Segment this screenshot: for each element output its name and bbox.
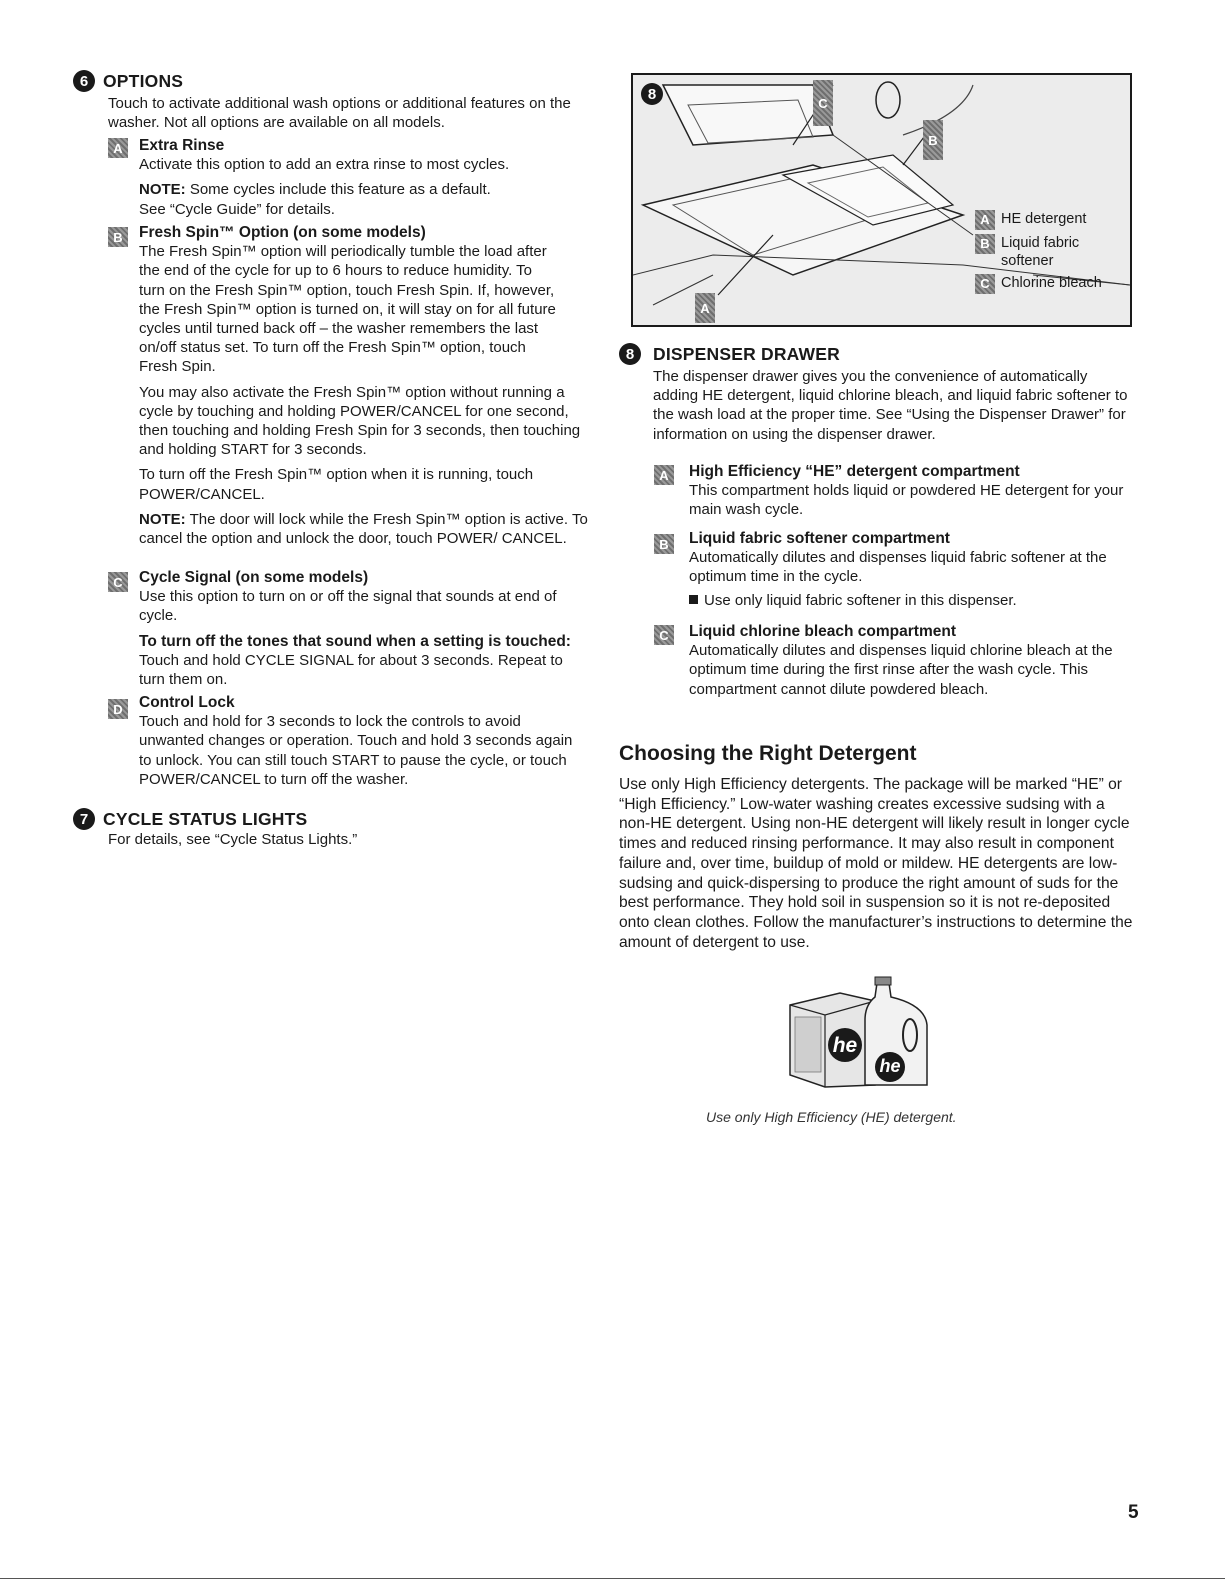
detergent-title: Choosing the Right Detergent [619,742,917,765]
he-logo-text: he [832,1034,858,1057]
figure-legend [975,210,1115,294]
option-d-marker: D [108,699,128,719]
option-d-body: Touch and hold for 3 seconds to lock the controls to avoid unwanted changes or operation. Touch and hold 3 seconds again to unlock. You can still touch START to pause the cycle, or touch POWER/CANCEL to turn off the washer. [139,713,573,788]
dispenser-c-title: Liquid chlorine bleach compartment [689,623,956,640]
option-d-block [139,693,584,789]
note-text: Some cycles include this feature as a default. See “Cycle Guide” for details. [139,181,491,218]
figure-number-badge: 8 [641,83,663,105]
detergent-body: Use only High Efficiency detergents. The package will be marked “HE” or “High Efficiency.” Low-water washing creates excessive sudsing with a non-HE detergent. Using non-HE detergent will likely result in longer cycle times and reduced rinsing performance. It may also result in component failure and, over time, buildup of mold or mildew. HE detergents are low-sudsing and quick-dispersing to produce the right amount of suds for the best performance. They hold soil in suspension so it is not re-deposited onto clean clothes. Follow the manufacturer’s instructions to determine the amount of detergent to use. [619,776,1133,951]
dispenser-b-marker: B [654,534,674,554]
option-b-p2: You may also activate the Fresh Spin™ option without running a cycle by touching and holding POWER/CANCEL for one second, then touching and holding Fresh Spin for 3 seconds, then touching and holding START for 3 seconds. [139,383,581,459]
dispenser-a-body: This compartment holds liquid or powdered HE detergent for your main wash cycle. [689,482,1124,519]
legend-marker: C [975,274,995,294]
option-b-title: Fresh Spin™ Option (on some models) [139,224,426,241]
option-a-marker: A [108,138,128,158]
option-a-note [139,180,519,218]
option-a-title: Extra Rinse [139,137,225,154]
legend-text: Chlorine bleach [1001,275,1102,291]
option-c-sub-title: To turn off the tones that sound when a setting is touched: [139,632,571,650]
dispenser-b-block [689,529,1124,610]
dispenser-title: DISPENSER DRAWER [653,343,840,364]
option-c-sub-body: Touch and hold CYCLE SIGNAL for about 3 seconds. Repeat to turn them on. [139,651,563,689]
dispenser-body: The dispenser drawer gives you the convenience of automatically adding HE detergent, liquid chlorine bleach, and liquid fabric softener to the wash load at the proper time. See “Using the Dispenser Drawer” for information on using the dispenser drawer. [653,368,1128,443]
status-title: CYCLE STATUS LIGHTS [103,808,308,829]
legend-text: HE detergent [1001,211,1087,227]
option-a-block [139,136,594,219]
legend-marker: B [975,234,995,254]
section-number-badge: 7 [73,808,95,830]
option-a-body: Activate this option to add an extra rinse to most cycles. [139,156,510,174]
status-heading [73,808,307,830]
dispenser-c-body: Automatically dilutes and dispenses liquid chlorine bleach at the optimum time during the first rinse after the wash cycle. This compartment cannot dilute powdered bleach. [689,642,1113,698]
option-b-marker: B [108,227,128,247]
dispenser-c-block [689,622,1129,699]
detergent-caption: Use only High Efficiency (HE) detergent. [706,1109,957,1125]
section-number-badge: 6 [73,70,95,92]
options-heading [73,70,183,92]
options-intro: Touch to activate additional wash options or additional features on the washer. Not all options are available on all models. [108,95,571,132]
he-logo-text: he [879,1056,901,1076]
option-d-title: Control Lock [139,694,235,711]
dispenser-b-title: Liquid fabric softener compartment [689,530,950,547]
option-c-marker: C [108,572,128,592]
bottom-rule [0,1578,1225,1579]
bullet-text: Use only liquid fabric softener in this dispenser. [704,591,1017,609]
options-title: OPTIONS [103,70,184,91]
callout-c-marker: C [813,80,833,126]
dispenser-b-bullet [689,591,1124,610]
option-c-body: Use this option to turn on or off the signal that sounds at end of cycle. [139,588,557,625]
dispenser-a-block [689,462,1134,520]
callout-b-marker: B [923,120,943,160]
option-b-block [139,223,588,548]
callout-a-marker: A [695,293,715,323]
dispenser-a-title: High Efficiency “HE” detergent compartment [689,463,1020,480]
section-number-badge: 8 [619,343,641,365]
option-b-p3: To turn off the Fresh Spin™ option when it is running, touch POWER/CANCEL. [139,466,534,503]
dispenser-a-marker: A [654,465,674,485]
legend-item-a [975,210,1115,230]
dispenser-heading [619,343,840,365]
legend-text: Liquid fabric softener [1001,235,1080,269]
he-detergent-illustration [785,975,935,1090]
note-label: NOTE: [139,181,186,199]
option-b-p1: The Fresh Spin™ option will periodically tumble the load after the end of the cycle for up to 6 hours to reduce humidity. To turn on the Fresh Spin™ option, touch Fresh Spin. If, however, the Fresh Spin™ option is turned on, it will stay on for all future cycles until turned back off – the washer remembers the last on/off status set. To turn off the Fresh Spin™ option, touch Fresh Spin. [139,243,556,376]
option-c-block [139,568,589,689]
note-label: NOTE: [139,510,186,528]
legend-item-b [975,234,1115,270]
bullet-icon [689,595,698,604]
dispenser-b-body: Automatically dilutes and dispenses liquid fabric softener at the optimum time in the cycle. [689,549,1107,586]
option-b-note [139,510,599,548]
dispenser-c-marker: C [654,625,674,645]
note-text: The door will lock while the Fresh Spin™ option is active. To cancel the option and unlock the door, touch POWER/ CANCEL. [139,510,588,548]
status-body: For details, see “Cycle Status Lights.” [108,831,358,848]
legend-item-c [975,274,1115,294]
legend-marker: A [975,210,995,230]
page-number: 5 [1128,1502,1139,1523]
option-c-title: Cycle Signal (on some models) [139,569,369,586]
